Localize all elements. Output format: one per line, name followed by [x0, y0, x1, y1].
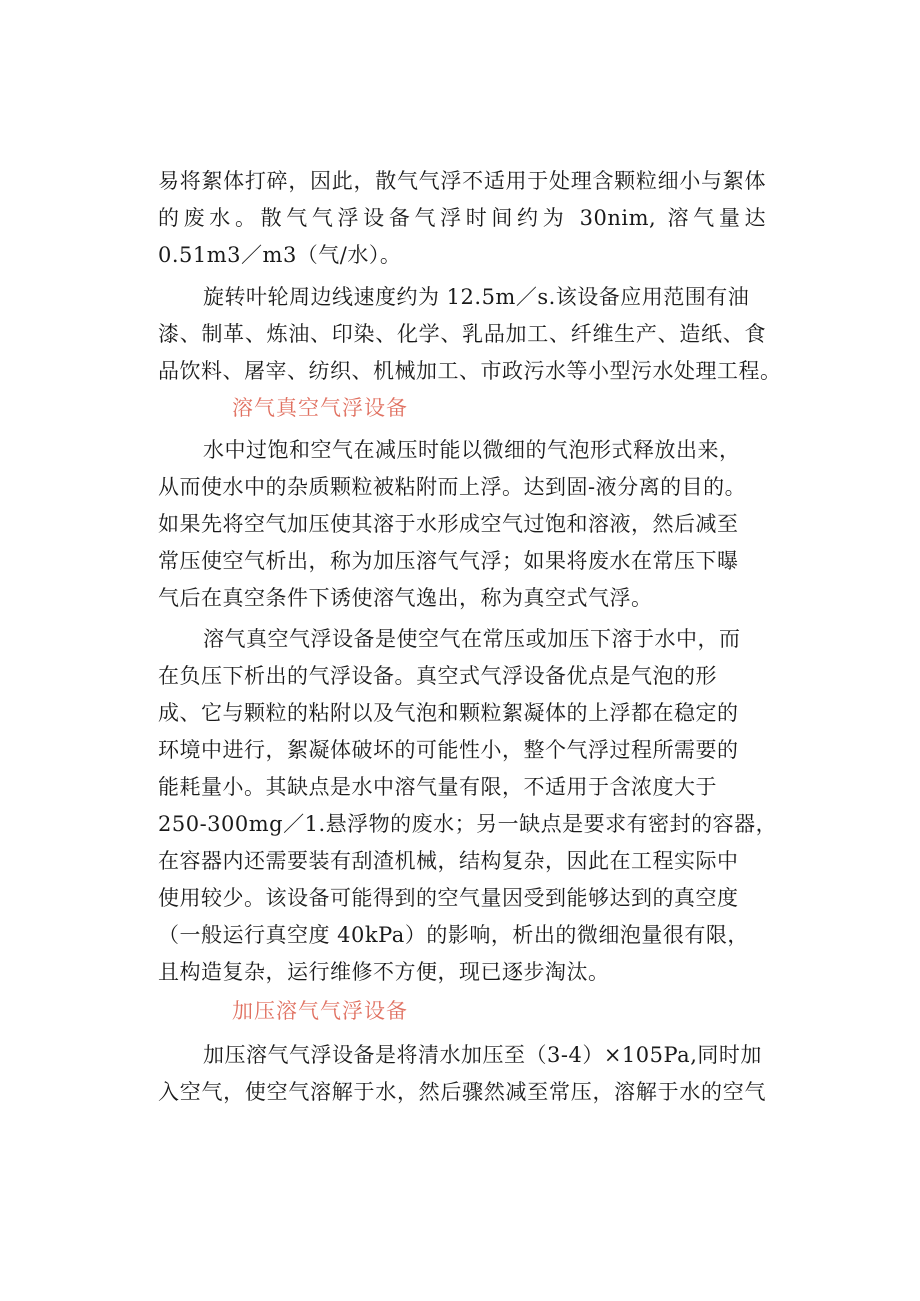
text-line: 气后在真空条件下诱使溶气逸出，称为真空式气浮。 — [158, 586, 653, 610]
text-line: 且构造复杂，运行维修不方便，现已逐步淘汰。 — [158, 960, 610, 984]
text-line: 能耗量小。其缺点是水中溶气量有限，不适用于含浓度大于 — [158, 775, 717, 799]
text-line: 0.51m3／m3（气/水）。 — [158, 243, 402, 267]
text-line: 在容器内还需要装有刮渣机械，结构复杂，因此在工程实际中 — [158, 849, 739, 873]
text-line: 环境中进行，絮凝体破坏的可能性小，整个气浮过程所需要的 — [158, 738, 739, 762]
text-line: （一般运行真空度 40kPa）的影响，析出的微细泡量很有限， — [158, 923, 749, 947]
text-line: 漆、制革、炼油、印染、化学、乳品加工、纤维生产、造纸、食 — [158, 322, 766, 346]
text-line: 常压使空气析出，称为加压溶气气浮；如果将废水在常压下曝 — [158, 549, 739, 573]
text-line: 的废水。散气气浮设备气浮时间约为 30nim, 溶气量达 — [158, 206, 766, 230]
text-line: 溶气真空气浮设备是使空气在常压或加压下溶于水中，而 — [203, 627, 741, 651]
text-line: 旋转叶轮周边线速度约为 12.5m／s.该设备应用范围有油 — [203, 285, 750, 309]
text-line: 成、它与颗粒的粘附以及气泡和颗粒絮凝体的上浮都在稳定的 — [158, 701, 739, 725]
text-line: 如果先将空气加压使其溶于水形成空气过饱和溶液，然后减至 — [158, 512, 739, 536]
section-heading: 溶气真空气浮设备 — [232, 396, 408, 420]
text-line: 品饮料、屠宰、纺织、机械加工、市政污水等小型污水处理工程。 — [158, 359, 782, 383]
text-line: 在负压下析出的气浮设备。真空式气浮设备优点是气泡的形 — [158, 664, 717, 688]
text-line: 加压溶气气浮设备是将清水加压至（3-4）×105Pa,同时加 — [203, 1043, 762, 1067]
text-line: 入空气，使空气溶解于水，然后骤然减至常压，溶解于水的空气 — [158, 1080, 766, 1104]
text-line: 250-300mg／1.悬浮物的废水；另一缺点是要求有密封的容器， — [158, 812, 778, 836]
text-line: 使用较少。该设备可能得到的空气量因受到能够达到的真空度 — [158, 886, 739, 910]
text-line: 水中过饱和空气在减压时能以微细的气泡形式释放出来， — [203, 438, 741, 462]
section-heading: 加压溶气气浮设备 — [232, 999, 408, 1023]
text-line: 易将絮体打碎，因此，散气气浮不适用于处理含颗粒细小与絮体 — [158, 169, 766, 193]
text-line: 从而使水中的杂质颗粒被粘附而上浮。达到固-液分离的目的。 — [158, 475, 747, 499]
